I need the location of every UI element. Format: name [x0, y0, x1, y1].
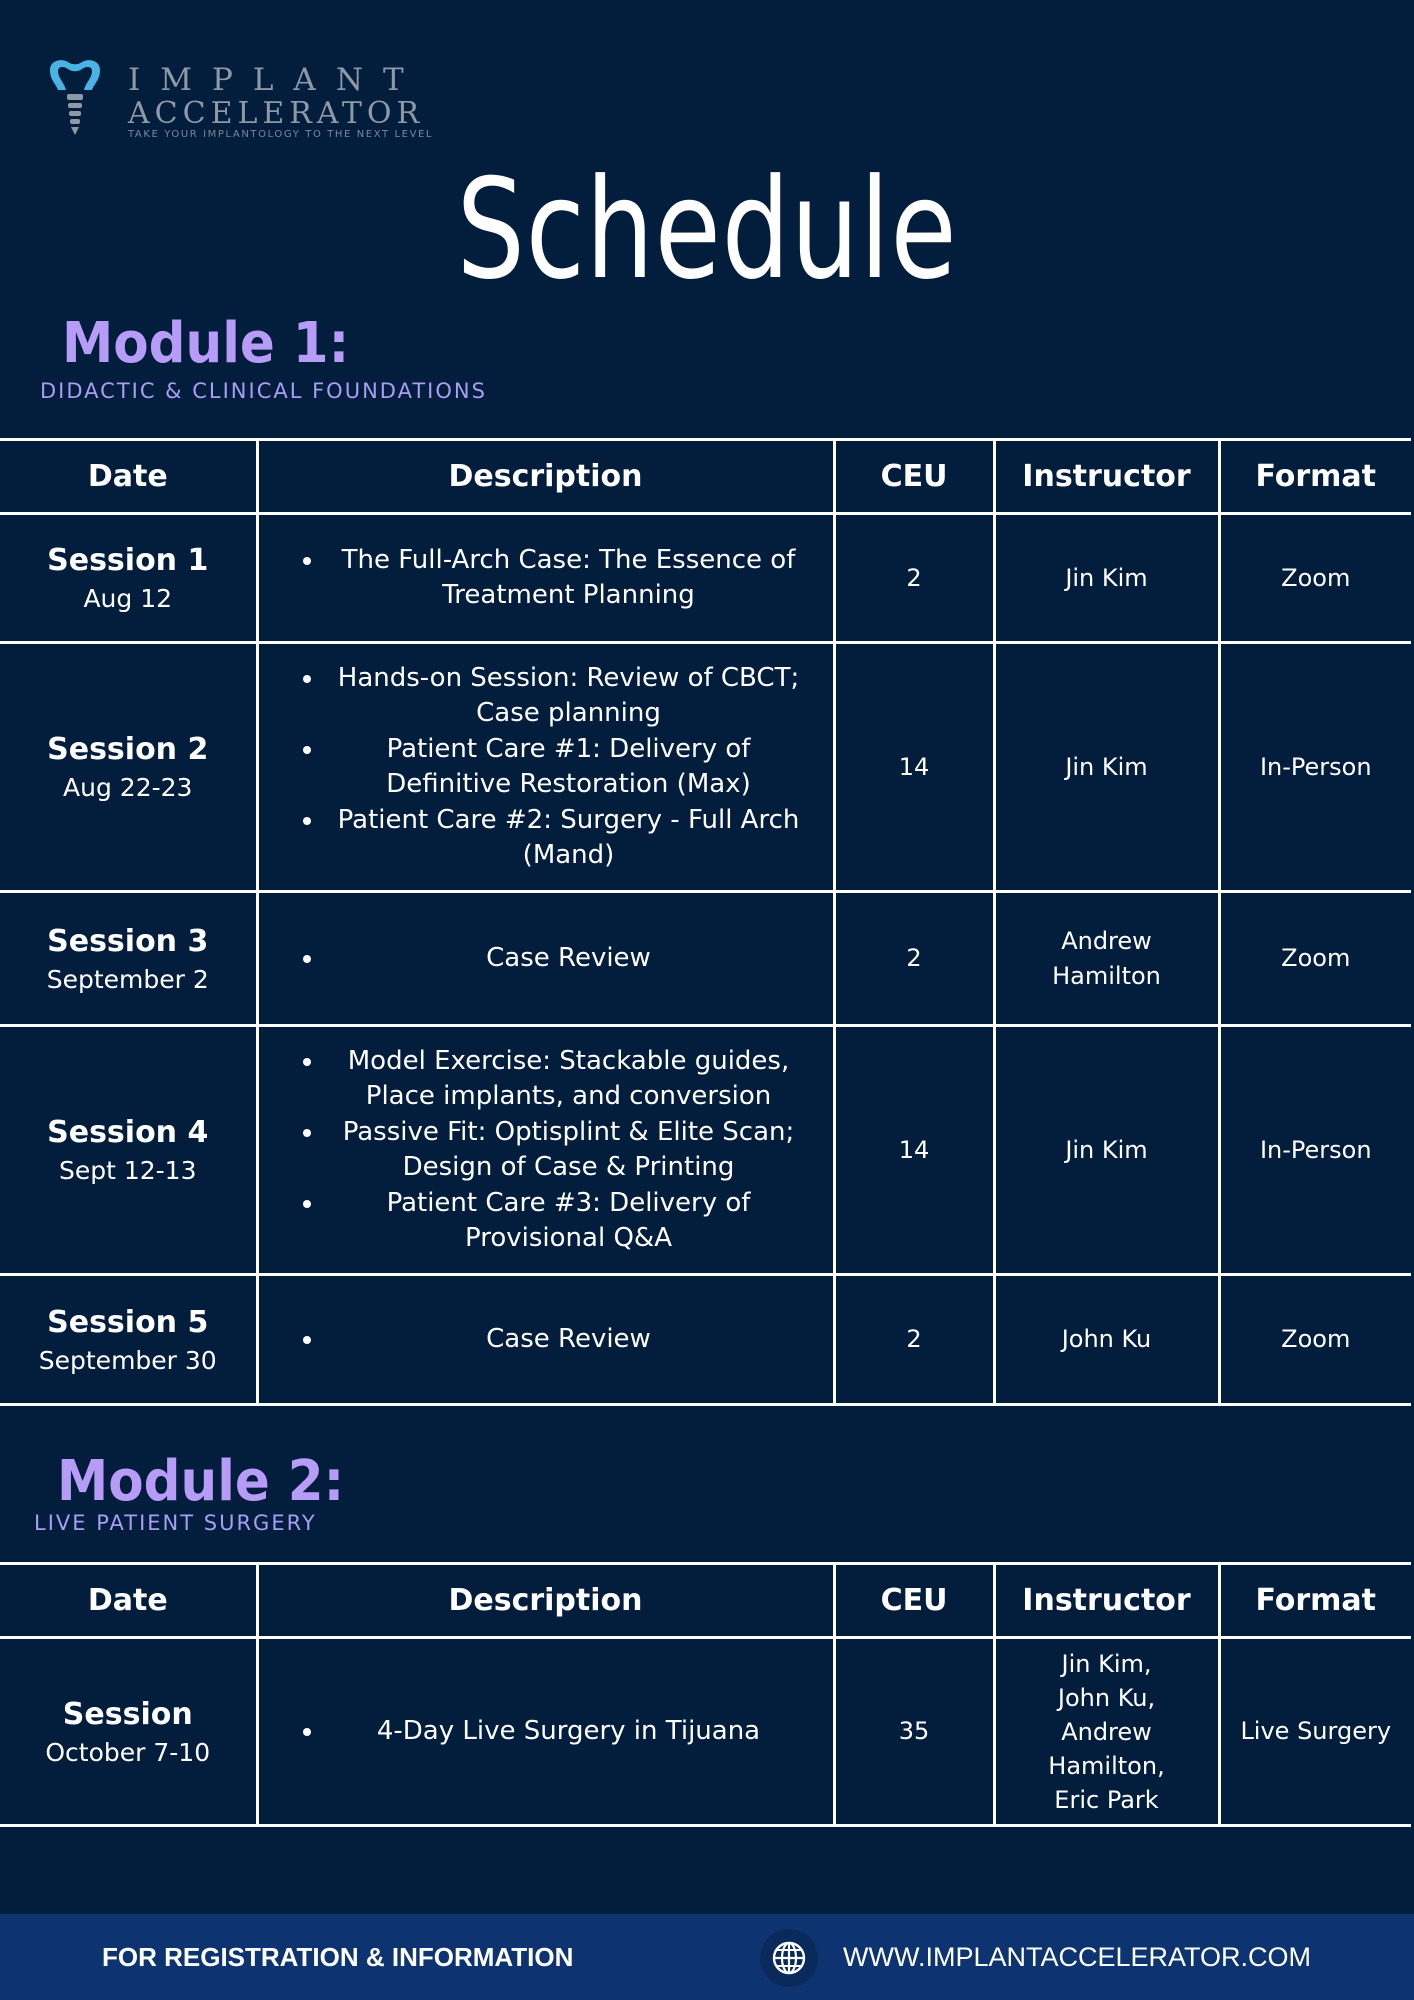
instructor-name: Hamilton: [1052, 961, 1161, 990]
table-row: [0, 643, 1411, 892]
tooth-implant-icon: [44, 58, 106, 136]
instructor-cell: [994, 643, 1219, 892]
ceu-cell: 2: [834, 892, 994, 1026]
ceu-cell: 2: [834, 514, 994, 643]
format-cell: Zoom: [1219, 514, 1411, 643]
module-1-schedule-table: [0, 438, 1411, 1406]
description-list: [297, 543, 813, 614]
session-name: Session 3: [47, 923, 209, 959]
session-date: September 2: [46, 964, 209, 994]
module-2-subtitle: LIVE PATIENT SURGERY: [34, 1511, 317, 1535]
description-list: [297, 1322, 813, 1358]
header-ceu: CEU: [834, 1564, 994, 1638]
list-item: • The Full-Arch Case: The Essence of Treatment Planning: [325, 543, 813, 614]
format-cell: Live Surgery: [1219, 1638, 1411, 1826]
session-date: Sept 12-13: [58, 1156, 197, 1185]
table-header-row: [0, 1564, 1411, 1638]
table-row: [0, 1026, 1411, 1275]
format-cell: Zoom: [1219, 1275, 1411, 1405]
session-date: Aug 22-23: [63, 773, 193, 802]
instructor-name: Jin Kim: [1065, 752, 1148, 781]
page-title: Schedule: [456, 149, 958, 310]
header-format: Format: [1219, 440, 1411, 514]
table-header-row: [0, 440, 1411, 514]
instructor-name: Jin Kim: [1065, 563, 1148, 592]
instructor-cell: [994, 1638, 1219, 1826]
logo-line-1: IMPLANT: [128, 62, 424, 98]
logo-line-2: ACCELERATOR: [128, 96, 425, 131]
globe-icon: [760, 1929, 818, 1987]
registration-label: FOR REGISTRATION & INFORMATION: [102, 1942, 574, 1972]
session-cell: [0, 1026, 257, 1275]
table-row: [0, 514, 1411, 643]
session-date: October 7-10: [45, 1737, 211, 1767]
module-2-heading: Module 2:: [57, 1449, 345, 1514]
description-cell: [257, 1026, 834, 1275]
instructor-name: Eric Park: [1054, 1785, 1159, 1814]
list-item: • Hands-on Session: Review of CBCT; Case planning: [325, 661, 813, 732]
list-item: • 4-Day Live Surgery in Tijuana: [325, 1714, 813, 1750]
description-cell: [257, 892, 834, 1026]
description-list: [297, 1714, 813, 1750]
module-1-subtitle: DIDACTIC & CLINICAL FOUNDATIONS: [40, 379, 487, 403]
list-item: • Case Review: [325, 1322, 813, 1358]
format-cell: In-Person: [1219, 1026, 1411, 1275]
table-row: [0, 892, 1411, 1026]
list-item: • Case Review: [325, 941, 813, 977]
website-link[interactable]: WWW.IMPLANTACCELERATOR.COM: [843, 1942, 1312, 1972]
description-cell: [257, 514, 834, 643]
session-name: Session 4: [47, 1115, 209, 1150]
header-ceu: CEU: [834, 440, 994, 514]
session-date: September 30: [38, 1345, 217, 1375]
ceu-cell: 14: [834, 643, 994, 892]
session-cell: [0, 1275, 257, 1405]
table-row: [0, 1638, 1411, 1826]
header-description: Description: [257, 440, 834, 514]
list-item: • Patient Care #3: Delivery of Provisional Q&A: [325, 1186, 813, 1257]
module-2-schedule-table: [0, 1562, 1411, 1827]
list-item: • Patient Care #1: Delivery of Definitive Restoration (Max): [325, 732, 813, 803]
session-date: Aug 12: [83, 584, 173, 613]
format-cell: Zoom: [1219, 892, 1411, 1026]
instructor-cell: [994, 514, 1219, 643]
format-cell: In-Person: [1219, 643, 1411, 892]
session-cell: [0, 892, 257, 1026]
list-item: • Patient Care #2: Surgery - Full Arch (Mand): [325, 803, 813, 874]
instructor-name: John Ku: [1061, 1325, 1152, 1353]
list-item: • Passive Fit: Optisplint & Elite Scan; Design of Case & Printing: [325, 1115, 813, 1186]
ceu-cell: 35: [834, 1638, 994, 1826]
header-format: Format: [1219, 1564, 1411, 1638]
header-date: Date: [0, 1564, 257, 1638]
session-name: Session: [62, 1696, 193, 1732]
instructor-name: John Ku,: [1057, 1683, 1156, 1712]
session-name: Session 1: [47, 543, 209, 578]
session-name: Session 5: [47, 1304, 209, 1340]
instructor-cell: [994, 892, 1219, 1026]
instructor-name: Andrew: [1061, 926, 1152, 955]
session-cell: [0, 514, 257, 643]
session-name: Session 2: [47, 732, 209, 767]
session-cell: [0, 643, 257, 892]
header-date: Date: [0, 440, 257, 514]
list-item: • Model Exercise: Stackable guides, Place implants, and conversion: [325, 1044, 813, 1115]
instructor-cell: [994, 1026, 1219, 1275]
header-description: Description: [257, 1564, 834, 1638]
logo-tagline: TAKE YOUR IMPLANTOLOGY TO THE NEXT LEVEL: [128, 129, 434, 140]
logo: [44, 58, 434, 142]
instructor-name: Jin Kim: [1065, 1135, 1148, 1164]
instructor-name: Jin Kim,: [1061, 1649, 1152, 1678]
header-instructor: Instructor: [994, 1564, 1219, 1638]
table-row: [0, 1275, 1411, 1405]
description-cell: [257, 1275, 834, 1405]
footer-bar: [0, 1914, 1414, 2000]
description-cell: [257, 1638, 834, 1826]
instructor-name: Andrew: [1061, 1717, 1152, 1746]
instructor-cell: [994, 1275, 1219, 1405]
session-cell: [0, 1638, 257, 1826]
ceu-cell: 14: [834, 1026, 994, 1275]
description-cell: [257, 643, 834, 892]
ceu-cell: 2: [834, 1275, 994, 1405]
description-list: [297, 661, 813, 874]
description-list: [297, 941, 813, 977]
module-1-heading: Module 1:: [62, 311, 350, 376]
header-instructor: Instructor: [994, 440, 1219, 514]
instructor-name: Hamilton,: [1048, 1751, 1165, 1780]
description-list: [297, 1044, 813, 1257]
